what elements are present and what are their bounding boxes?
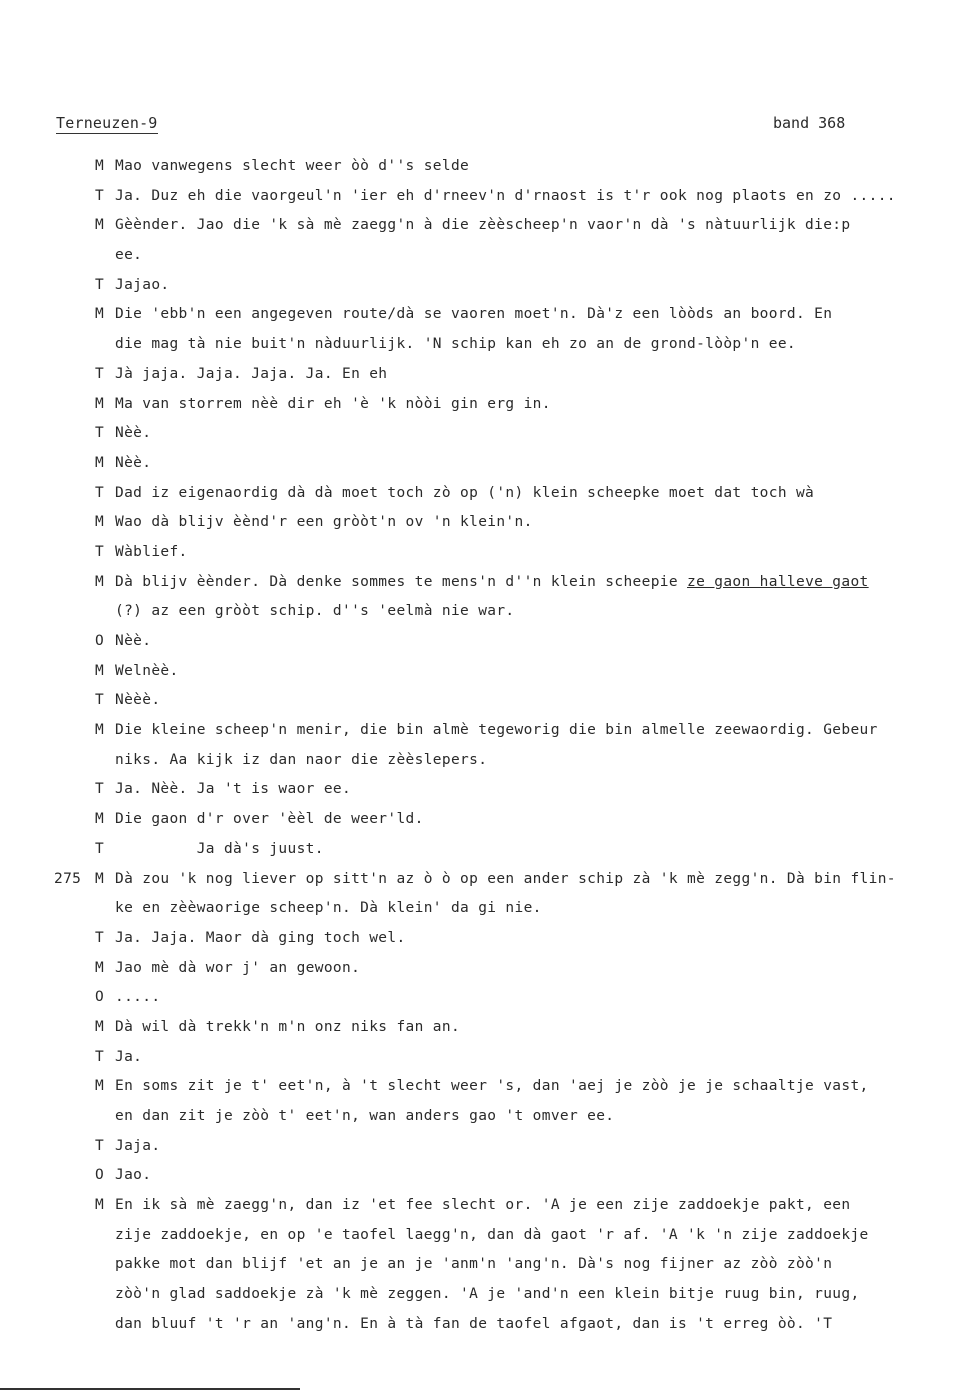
utterance-segment: Wàblief. xyxy=(115,543,188,560)
transcript-line xyxy=(0,1132,973,1162)
utterance-text xyxy=(115,271,169,301)
utterance-text xyxy=(115,182,896,212)
utterance-text xyxy=(115,211,850,241)
utterance-text xyxy=(115,1102,614,1132)
utterance-text xyxy=(115,390,551,420)
transcript-body xyxy=(0,152,973,1340)
transcript-line xyxy=(0,1013,973,1043)
utterance-segment: Dà blijv èènder. Dà denke sommes te mens'n d''n klein scheepie xyxy=(115,573,688,590)
transcript-line xyxy=(0,182,973,212)
utterance-text xyxy=(115,449,151,479)
transcript-line xyxy=(0,1072,973,1102)
speaker-label: O xyxy=(95,989,105,1006)
utterance-segment: Gèènder. Jao die 'k sà mè zaegg'n à die zèèscheep'n vaor'n dà 's nàtuurlijk die:p xyxy=(115,217,851,234)
band-number-header: band 368 xyxy=(773,114,846,132)
transcript-line xyxy=(0,1043,973,1073)
speaker-label: M xyxy=(95,870,105,887)
speaker-label: T xyxy=(95,1048,105,1065)
utterance-text xyxy=(115,568,869,598)
utterance-segment: Nèè. xyxy=(115,454,152,471)
speaker-label: M xyxy=(95,217,105,234)
utterance-text xyxy=(115,597,515,627)
speaker-label: M xyxy=(95,395,105,412)
utterance-segment: Wao dà blijv èènd'r een gròòt'n ov 'n klein'n. xyxy=(115,514,533,531)
transcript-line xyxy=(0,924,973,954)
transcript-line xyxy=(0,954,973,984)
utterance-segment: Dà zou 'k nog liever op sitt'n az ò ò op een ander schip zà 'k mè zegg'n. Dà bin flin- xyxy=(115,870,896,887)
transcript-line xyxy=(0,775,973,805)
speaker-label: T xyxy=(95,781,105,798)
utterance-text xyxy=(115,330,796,360)
utterance-text xyxy=(115,983,160,1013)
utterance-segment: Jao mè dà wor j' an gewoon. xyxy=(115,959,361,976)
speaker-label: O xyxy=(95,1167,105,1184)
transcript-line xyxy=(0,479,973,509)
utterance-segment: Ma van storrem nèè dir eh 'è 'k nòòi gin erg in. xyxy=(115,395,551,412)
utterance-text xyxy=(115,152,469,182)
speaker-label: T xyxy=(95,365,105,382)
speaker-label: M xyxy=(95,959,105,976)
speaker-label: T xyxy=(95,1137,105,1154)
transcript-line xyxy=(0,271,973,301)
utterance-segment: Dà wil dà trekk'n m'n onz niks fan an. xyxy=(115,1018,461,1035)
utterance-text xyxy=(115,686,160,716)
utterance-segment: Ja. Jaja. Maor dà ging toch wel. xyxy=(115,929,406,946)
speaker-label: T xyxy=(95,929,105,946)
utterance-text xyxy=(115,300,832,330)
utterance-segment: Dad iz eigenaordig dà dà moet toch zò op ('n) klein scheepke moet dat toch wà xyxy=(115,484,815,501)
transcript-line xyxy=(0,894,973,924)
transcript-line xyxy=(0,1250,973,1280)
speaker-label: M xyxy=(95,158,105,174)
transcript-line xyxy=(0,419,973,449)
utterance-segment: ee. xyxy=(115,247,143,264)
transcript-line xyxy=(0,1310,973,1340)
transcript-line xyxy=(0,1280,973,1310)
transcript-line xyxy=(0,360,973,390)
utterance-segment: Ja. xyxy=(115,1048,143,1065)
utterance-text xyxy=(115,657,179,687)
underlined-phrase: ze gaon halleve gaot xyxy=(687,573,869,590)
transcript-line xyxy=(0,865,973,895)
speaker-label: T xyxy=(95,484,105,501)
utterance-text xyxy=(115,1280,860,1310)
utterance-segment: niks. Aa kijk iz dan naor die zèèslepers. xyxy=(115,751,488,768)
footer-rule xyxy=(0,1388,300,1390)
utterance-segment: pakke mot dan blijf 'et an je an je 'anm'n 'ang'n. Dà's nog fijner az zòò zòò'n xyxy=(115,1256,833,1273)
transcript-line xyxy=(0,1161,973,1191)
utterance-segment: zije zaddoekje, en op 'e taofel laegg'n, dan dà gaot 'r af. 'A 'k 'n zije zaddoekje xyxy=(115,1226,869,1243)
utterance-text xyxy=(115,746,487,776)
document-place-header: Terneuzen-9 xyxy=(56,114,158,132)
utterance-text xyxy=(115,1072,869,1102)
transcript-line xyxy=(0,330,973,360)
transcript-line xyxy=(0,983,973,1013)
utterance-text xyxy=(115,894,542,924)
transcript-line xyxy=(0,746,973,776)
speaker-label: M xyxy=(95,1018,105,1035)
utterance-segment: Ja. Nèè. Ja 't is waor ee. xyxy=(115,781,352,798)
transcript-line xyxy=(0,627,973,657)
transcript-line xyxy=(0,211,973,241)
utterance-text xyxy=(115,1132,160,1162)
utterance-segment: Jà jaja. Jaja. Jaja. Ja. En eh xyxy=(115,365,388,382)
speaker-label: M xyxy=(95,514,105,531)
utterance-segment: Die kleine scheep'n menir, die bin almè tegeworig die bin almelle zeewaordig. Gebeur xyxy=(115,722,878,739)
speaker-label: T xyxy=(95,692,105,709)
utterance-text xyxy=(115,508,533,538)
transcript-line xyxy=(0,716,973,746)
speaker-label: M xyxy=(95,722,105,739)
utterance-segment: Ja dà's juust. xyxy=(115,840,324,857)
utterance-segment: dan bluuf 't 'r an 'ang'n. En à tà fan de taofel afgaot, dan is 't erreg òò. 'T xyxy=(115,1315,833,1332)
utterance-text xyxy=(115,775,351,805)
transcript-line xyxy=(0,241,973,271)
speaker-label: T xyxy=(95,276,105,293)
utterance-text xyxy=(115,1013,460,1043)
utterance-segment: En ik sà mè zaegg'n, dan iz 'et fee slecht or. 'A je een zije zaddoekje pakt, een xyxy=(115,1197,851,1214)
utterance-text xyxy=(115,1250,832,1280)
transcript-line xyxy=(0,835,973,865)
speaker-label: T xyxy=(95,840,105,857)
utterance-text xyxy=(115,924,406,954)
speaker-label: M xyxy=(95,1197,105,1214)
utterance-segment: Jao. xyxy=(115,1167,152,1184)
transcript-line xyxy=(0,1102,973,1132)
speaker-label: M xyxy=(95,662,105,679)
transcript-line xyxy=(0,508,973,538)
utterance-text xyxy=(115,1310,832,1340)
transcript-line xyxy=(0,538,973,568)
transcript-line xyxy=(0,1221,973,1251)
utterance-segment: Ja. Duz eh die vaorgeul'n 'ier eh d'rneev'n d'rnaost is t'r ook nog plaots en zo ..... xyxy=(115,187,896,204)
speaker-label: M xyxy=(95,306,105,323)
transcript-line xyxy=(0,597,973,627)
transcript-line xyxy=(0,300,973,330)
utterance-segment: Mao vanwegens slecht weer òò d''s selde xyxy=(115,158,470,174)
utterance-segment: Die 'ebb'n een angegeven route/dà se vaoren moet'n. Dà'z een lòòds an boord. En xyxy=(115,306,833,323)
speaker-label: T xyxy=(95,425,105,442)
utterance-segment: ..... xyxy=(115,989,161,1006)
utterance-segment: zòò'n glad saddoekje zà 'k mè zeggen. 'A je 'and'n een klein bitje ruug bin, ruug, xyxy=(115,1286,860,1303)
utterance-text xyxy=(115,835,324,865)
utterance-text xyxy=(115,627,151,657)
utterance-segment: En soms zit je t' eet'n, à 't slecht weer 's, dan 'aej je zòò je je schaaltje vast, xyxy=(115,1078,869,1095)
utterance-segment: ke en zèèwaorige scheep'n. Dà klein' da gi nie. xyxy=(115,900,542,917)
utterance-text xyxy=(115,241,142,271)
utterance-text xyxy=(115,865,896,895)
speaker-label: M xyxy=(95,454,105,471)
transcript-line xyxy=(0,152,973,182)
utterance-segment: Nèèè. xyxy=(115,692,161,709)
transcript-line xyxy=(0,805,973,835)
speaker-label: O xyxy=(95,633,105,649)
transcript-line xyxy=(0,568,973,598)
speaker-label: M xyxy=(95,811,105,828)
utterance-text xyxy=(115,805,424,835)
utterance-text xyxy=(115,1161,151,1191)
utterance-segment: Jaja. xyxy=(115,1137,161,1154)
utterance-segment: Nèè. xyxy=(115,633,152,649)
utterance-text xyxy=(115,419,151,449)
utterance-segment: Die gaon d'r over 'èèl de weer'ld. xyxy=(115,811,424,828)
utterance-segment: Welnèè. xyxy=(115,662,179,679)
utterance-text xyxy=(115,954,360,984)
utterance-segment: Nèè. xyxy=(115,425,152,442)
utterance-text xyxy=(115,1043,142,1073)
utterance-text xyxy=(115,1221,869,1251)
utterance-text xyxy=(115,360,387,390)
transcript-line xyxy=(0,686,973,716)
utterance-text xyxy=(115,479,814,509)
speaker-label: T xyxy=(95,543,105,560)
transcript-line xyxy=(0,390,973,420)
utterance-segment: (?) az een gròòt schip. d''s 'eelmà nie war. xyxy=(115,603,515,620)
utterance-text xyxy=(115,716,878,746)
speaker-label: T xyxy=(95,187,105,204)
utterance-segment: die mag tà nie buit'n nàduurlijk. 'N schip kan eh zo an de grond-lòòp'n ee. xyxy=(115,336,796,353)
transcript-line xyxy=(0,1191,973,1221)
speaker-label: M xyxy=(95,573,105,590)
transcript-line xyxy=(0,657,973,687)
utterance-segment: en dan zit je zòò t' eet'n, wan anders gao 't omver ee. xyxy=(115,1108,615,1124)
utterance-text xyxy=(115,538,188,568)
transcript-line xyxy=(0,449,973,479)
line-number: 275 xyxy=(54,870,82,887)
utterance-segment: Jajao. xyxy=(115,276,170,293)
utterance-text xyxy=(115,1191,850,1221)
speaker-label: M xyxy=(95,1078,105,1095)
